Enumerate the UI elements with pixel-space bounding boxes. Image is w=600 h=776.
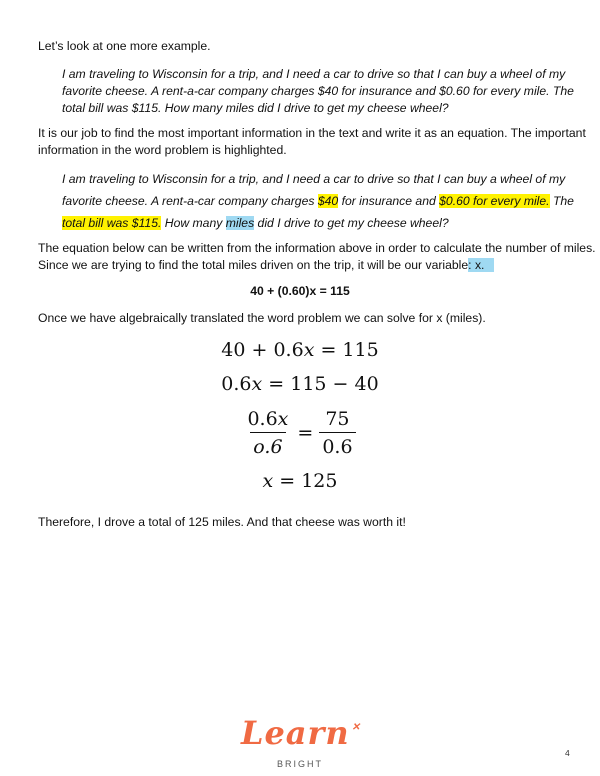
solve-intro: Once we have algebraically translated the word problem we can solve for x (miles).: [38, 311, 486, 325]
conclusion-text: Therefore, I drove a total of 125 miles. And that cheese was worth it!: [38, 515, 406, 529]
example-2-line-3: [62, 215, 449, 232]
explain-line-2: [38, 257, 494, 274]
example-2-line-2: [62, 193, 574, 210]
highlight-miles: miles: [225, 216, 255, 230]
equals-sign: =: [297, 422, 314, 444]
logo-x-mark-icon: ✕: [351, 722, 362, 733]
fraction-right: $\frac{75}{0.6}$: [319, 408, 355, 458]
logo-subtitle: BRIGHT: [276, 759, 323, 769]
example-2-text: did I drive to get my cheese wheel?: [254, 216, 449, 230]
explain-line-1: The equation below can be written from the information above in order to calculate the number of miles.: [38, 241, 596, 255]
example-2-text: favorite cheese. A rent-a-car company charges: [62, 194, 318, 208]
main-equation: 40 + (0.60)x = 115: [250, 284, 350, 298]
page-number: 4: [565, 748, 570, 758]
highlight-variable: : x.: [468, 258, 494, 272]
highlight-per-mile: $0.60 for every mile.: [439, 194, 550, 208]
highlight-total-bill: total bill was $115.: [62, 216, 162, 230]
example-2-text: How many: [161, 216, 226, 230]
example-2-text: The: [549, 194, 574, 208]
learn-bright-logo: [0, 716, 600, 769]
logo-word: Learn: [240, 714, 350, 752]
example-2-line-1: I am traveling to Wisconsin for a trip, and I need a car to drive so that I can buy a wheel of my: [62, 172, 566, 186]
job-line-2: information in the word problem is highlighted.: [38, 143, 287, 157]
equation-step-1: 40 + 0.6x = 115: [221, 339, 379, 361]
intro-text: Let’s look at one more example.: [38, 39, 211, 53]
equation-step-2: 0.6x = 115 − 40: [221, 373, 379, 395]
example-1-line-1: I am traveling to Wisconsin for a trip, and I need a car to drive so that I can buy a wheel of my: [62, 67, 566, 81]
equation-step-3: [0, 408, 600, 458]
highlight-insurance: $40: [317, 194, 339, 208]
example-2-text: for insurance and: [338, 194, 440, 208]
explain-text: Since we are trying to find the total miles driven on the trip, it will be our variable: [38, 258, 469, 272]
example-1-line-3: total bill was $115. How many miles did I drive to get my cheese wheel?: [62, 101, 449, 115]
fraction-left: $\frac{0.6x}{o.6}$: [247, 408, 289, 458]
example-1-line-2: favorite cheese. A rent-a-car company charges $40 for insurance and $0.60 for every mile. The: [62, 84, 574, 98]
job-line-1: It is our job to find the most important information in the text and write it as an equation. The important: [38, 126, 586, 140]
equation-step-4: x = 125: [262, 470, 338, 492]
